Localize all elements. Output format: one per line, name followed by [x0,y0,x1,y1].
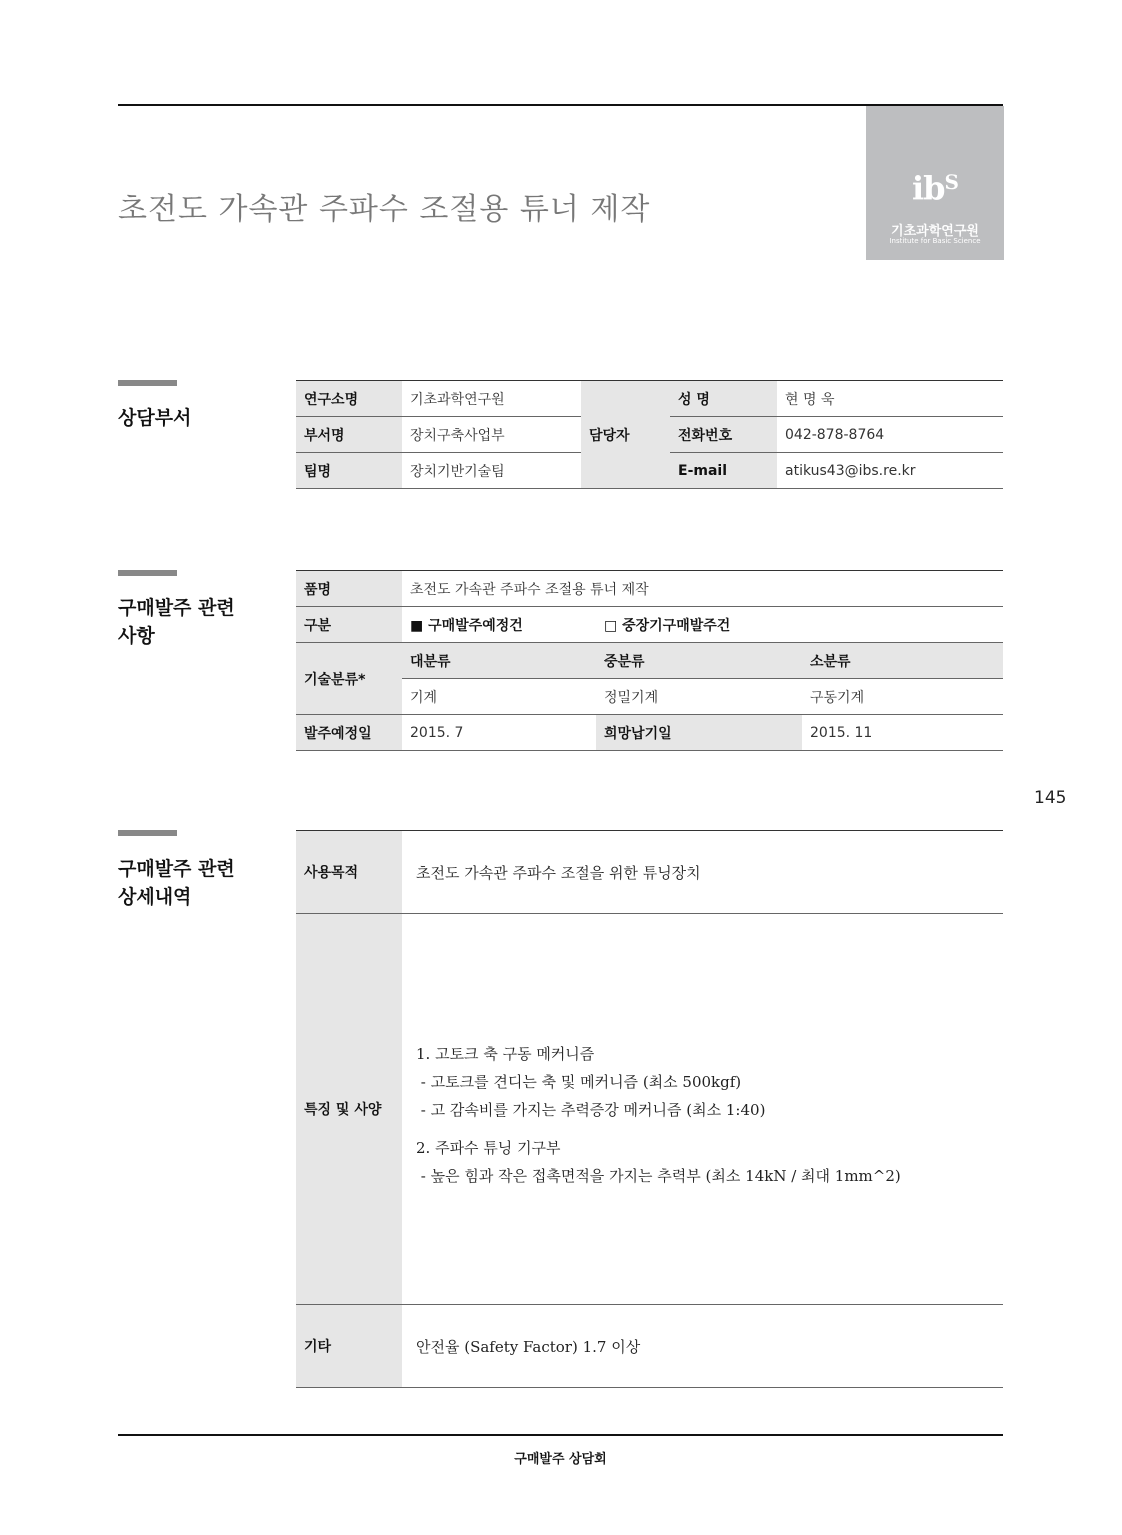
logo-mark: $ib^S$ [912,169,958,207]
label-delivery-date: 희망납기일 [596,715,802,751]
value-institute: 기초과학연구원 [402,381,581,417]
value-item: 초전도 가속관 주파수 조절용 튜너 제작 [402,571,1003,607]
table-row [296,1305,1003,1388]
label-contact: 담당자 [581,381,670,489]
label-team: 팀명 [296,453,402,489]
section-bar-detail [118,830,177,836]
label-order-date: 발주예정일 [296,715,402,751]
value-name: 현 명 욱 [777,381,1003,417]
table-row [296,831,1003,914]
value-order-date: 2015. 7 [402,715,596,751]
label-tech: 기술분류* [296,643,402,715]
label-item: 품명 [296,571,402,607]
page-title: 초전도 가속관 주파수 조절용 튜너 제작 [118,192,651,227]
page-number: 145 [1034,788,1067,808]
value-purpose: 초전도 가속관 주파수 조절을 위한 튜닝장치 [402,831,1003,914]
value-email: atikus43@ibs.re.kr [777,453,1003,489]
section-title-detail [118,855,235,911]
value-etc: 안전율 (Safety Factor) 1.7 이상 [402,1305,1003,1388]
section-title-line: 사항 [118,625,155,647]
table-row [296,914,1003,1305]
label-type: 구분 [296,607,402,643]
value-team: 장치기반기술팀 [402,453,581,489]
footer-text: 구매발주 상담회 [514,1452,607,1467]
table-row [296,715,1003,751]
feature-line: 1. 고토크 축 구동 메커니즘 [416,1045,595,1063]
type-option-longterm: □ 중장기구매발주건 [596,607,1003,643]
tech-header-major: 대분류 [402,643,596,679]
tech-header-middle: 중분류 [596,643,802,679]
section-title-line: 상세내역 [118,886,192,908]
value-delivery-date: 2015. 11 [802,715,1003,751]
feature-line: - 고토크를 견디는 축 및 메커니즘 (최소 500kgf) [416,1073,742,1091]
table-row [296,571,1003,607]
feature-gap [416,1124,995,1134]
tech-value-middle: 정밀기계 [596,679,802,715]
table-row [296,679,1003,715]
section-title-consult: 상담부서 [118,407,192,429]
label-institute: 연구소명 [296,381,402,417]
section-bar-consult [118,380,177,386]
consult-table [296,380,1003,489]
purchase-table [296,570,1003,751]
tech-value-major: 기계 [402,679,596,715]
feature-line: - 고 감속비를 가지는 추력증강 메커니즘 (최소 1:40) [416,1101,766,1119]
label-email: E-mail [670,453,777,489]
tech-value-minor: 구동기계 [802,679,1003,715]
table-row [296,607,1003,643]
value-features [402,914,1003,1305]
feature-line: 2. 주파수 튜닝 기구부 [416,1139,561,1157]
label-purpose: 사용목적 [296,831,402,914]
type-option-planned: ■ 구매발주예정건 [402,607,596,643]
label-etc: 기타 [296,1305,402,1388]
section-bar-purchase [118,570,177,576]
logo-korean-name: 기초과학연구원 [891,224,979,239]
section-title-line: 구매발주 관련 [118,858,235,880]
label-features: 특징 및 사양 [296,914,402,1305]
ibs-logo [866,106,1004,260]
detail-table [296,830,1003,1388]
section-title-line: 구매발주 관련 [118,597,235,619]
feature-line: - 높은 힘과 작은 접촉면적을 가지는 추력부 (최소 14kN / 최대 1mm^2) [416,1167,901,1185]
table-row [296,643,1003,679]
bottom-rule [118,1434,1003,1436]
value-phone: 042-878-8764 [777,417,1003,453]
label-phone: 전화번호 [670,417,777,453]
section-title-purchase [118,594,235,650]
label-name: 성 명 [670,381,777,417]
logo-english-name: Institute for Basic Science [889,237,981,245]
value-department: 장치구축사업부 [402,417,581,453]
table-row [296,381,1003,417]
tech-header-minor: 소분류 [802,643,1003,679]
label-department: 부서명 [296,417,402,453]
